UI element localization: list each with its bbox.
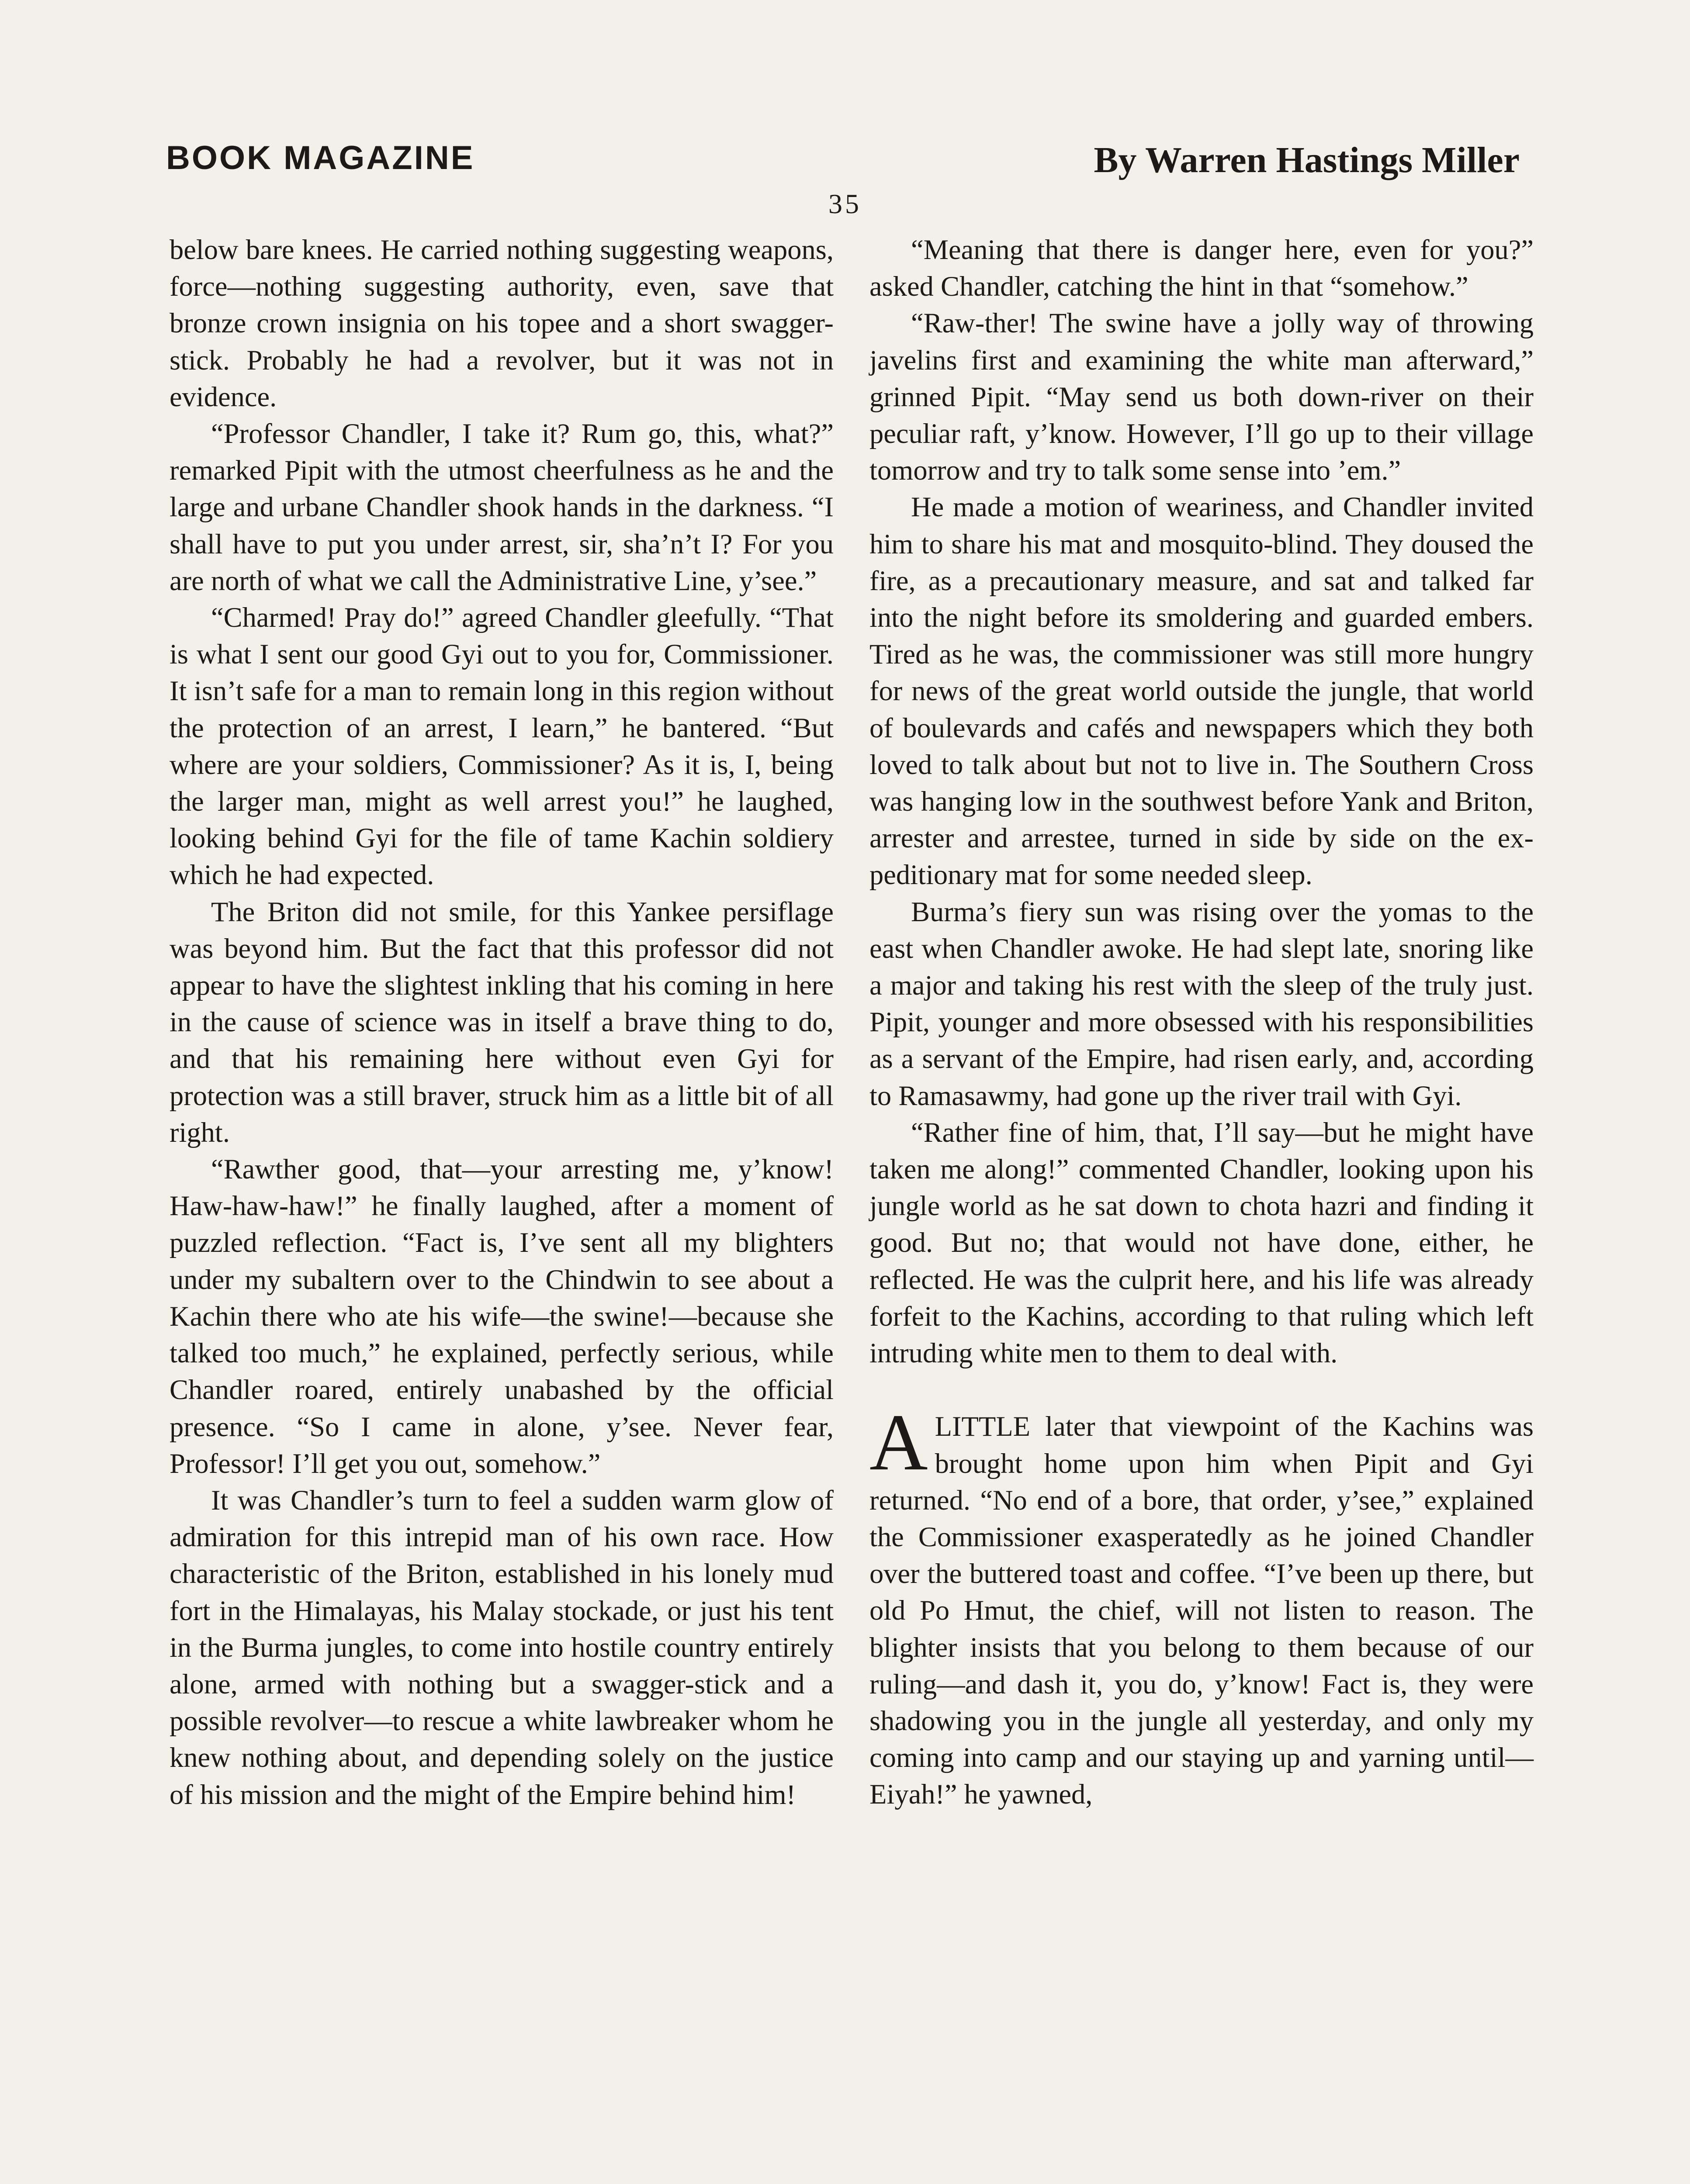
page-number: 35 (828, 188, 862, 219)
paragraph: Burma’s fiery sun was rising over the yomas to the east when Chandler awoke. He had slept late, snoring like a major and taking his rest with the sleep of the truly just. Pipit, younger and more obsessed with his responsibilities as a servant of the Empire, had risen early, and, according to Ramasawmy, had gone up the river trail with Gyi. (869, 896, 1534, 1111)
paragraph: “Rather fine of him, that, I’ll say—but he might have taken me along!” commented Chandler, looking upon his jungle world as he sat down to chota hazri and finding it good. But no; that would not have done, either, he reflected. He was the culprit here, and his life was already forfeit to the Kachins, according to that ruling which left intruding white men to them to deal with. (869, 1116, 1534, 1369)
section-start-paragraph (869, 1398, 1534, 1813)
paragraph: He made a motion of weariness, and Chandler invited him to share his mat and mosquito-blind. They doused the fire, as a precautionary measure, and sat and talked far into the night before its smoldering and guarded embers. Tired as he was, the commissioner was still more hungry for news of the great world outside the jungle, that world of boulevards and cafés and newspapers which they both loved to talk about but not to live in. The Southern Cross was hanging low in the southwest before Yank and Briton, arrester and arrestee, turned in side by side on the expeditionary mat for some needed sleep. (869, 491, 1534, 891)
paragraph: “Professor Chandler, I take it? Rum go, this, what?” remarked Pipit with the utmost cheerfulness as he and the large and urbane Chandler shook hands in the darkness. “I shall have to put you under arrest, sir, sha’n’t I? For you are north of what we call the Administrative Line, y’see.” (170, 418, 834, 596)
running-header (166, 139, 1520, 191)
paragraph: The Briton did not smile, for this Yankee persiflage was beyond him. But the fact that this professor did not appear to have the slightest inkling that his coming in here in the cause of science was in itself a brave thing to do, and that his remaining here without even Gyi for protection was a still braver, struck him as a little bit of all right. (170, 896, 834, 1148)
paragraph: “Charmed! Pray do!” agreed Chandler gleefully. “That is what I sent our good Gyi out to you for, Commissioner. It isn’t safe for a man to remain long in this region without the protection of an arrest, I learn,” he bantered. “But where are your soldiers, Commissioner? As it is, I, being the larger man, might as well arrest you!” he laughed, looking behind Gyi for the file of tame Kachin soldiery which he had expected. (170, 602, 834, 891)
paragraph: “Meaning that there is danger here, even for you?” asked Chandler, catching the hint in that “somehow.” (869, 234, 1534, 302)
left-column (170, 232, 834, 1813)
paragraph: below bare knees. He carried nothing suggesting weapons, force—nothing suggesting authority, even, save that bronze crown insignia on his topee and a short swagger-stick. Probably he had a revolver, but it was not in evidence. (170, 234, 834, 412)
magazine-title: BOOK MAGAZINE (166, 139, 475, 176)
paragraph: “Rawther good, that—your arresting me, y’know! Haw-haw-haw!” he finally laughed, after a moment of puzzled reflection. “Fact is, I’ve sent all my blighters under my subaltern over to the Chindwin to see about a Kachin there who ate his wife—the swine!—because she talked too much,” he explained, perfectly serious, while Chandler roared, entirely unabashed by the official presence. “So I came in alone, y’see. Never fear, Professor! I’ll get you out, somehow.” (170, 1154, 834, 1479)
right-column (869, 232, 1534, 1813)
author-byline: By Warren Hastings Miller (1094, 140, 1520, 180)
paragraph: “Raw-ther! The swine have a jolly way of throwing javelins first and examining the white man afterward,” grinned Pipit. “May send us both down-river on their peculiar raft, y’know. However, I’ll go up to their village tomorrow and try to talk some sense into ’em.” (869, 308, 1534, 486)
drop-cap: A (869, 1398, 928, 1488)
paragraph-text: LITTLE later that viewpoint of the Kachins was brought home upon him when Pipit and Gyi returned. “No end of a bore, that order, y’see,” explained the Commissioner exasperatedly as he joined Chandler over the buttered toast and coffee. “I’ve been up there, but old Po Hmut, the chief, will not listen to reason. The blighter insists that you belong to them because of our ruling—and dash it, you do, y’know! Fact is, they were shadowing you in the jungle all yesterday, and only my coming into camp and our staying up and yarning until—Eiyah!” he yawned, (869, 1411, 1534, 1810)
paragraph: It was Chandler’s turn to feel a sudden warm glow of admiration for this intrepid man of his own race. How characteristic of the Briton, established in his lonely mud fort in the Himalayas, his Malay stockade, or just his tent in the Burma jungles, to come into hostile country entirely alone, armed with nothing but a swagger-stick and a possible revolver—to rescue a white lawbreaker whom he knew nothing about, and depending solely on the justice of his mission and the might of the Empire behind him! (170, 1484, 834, 1810)
